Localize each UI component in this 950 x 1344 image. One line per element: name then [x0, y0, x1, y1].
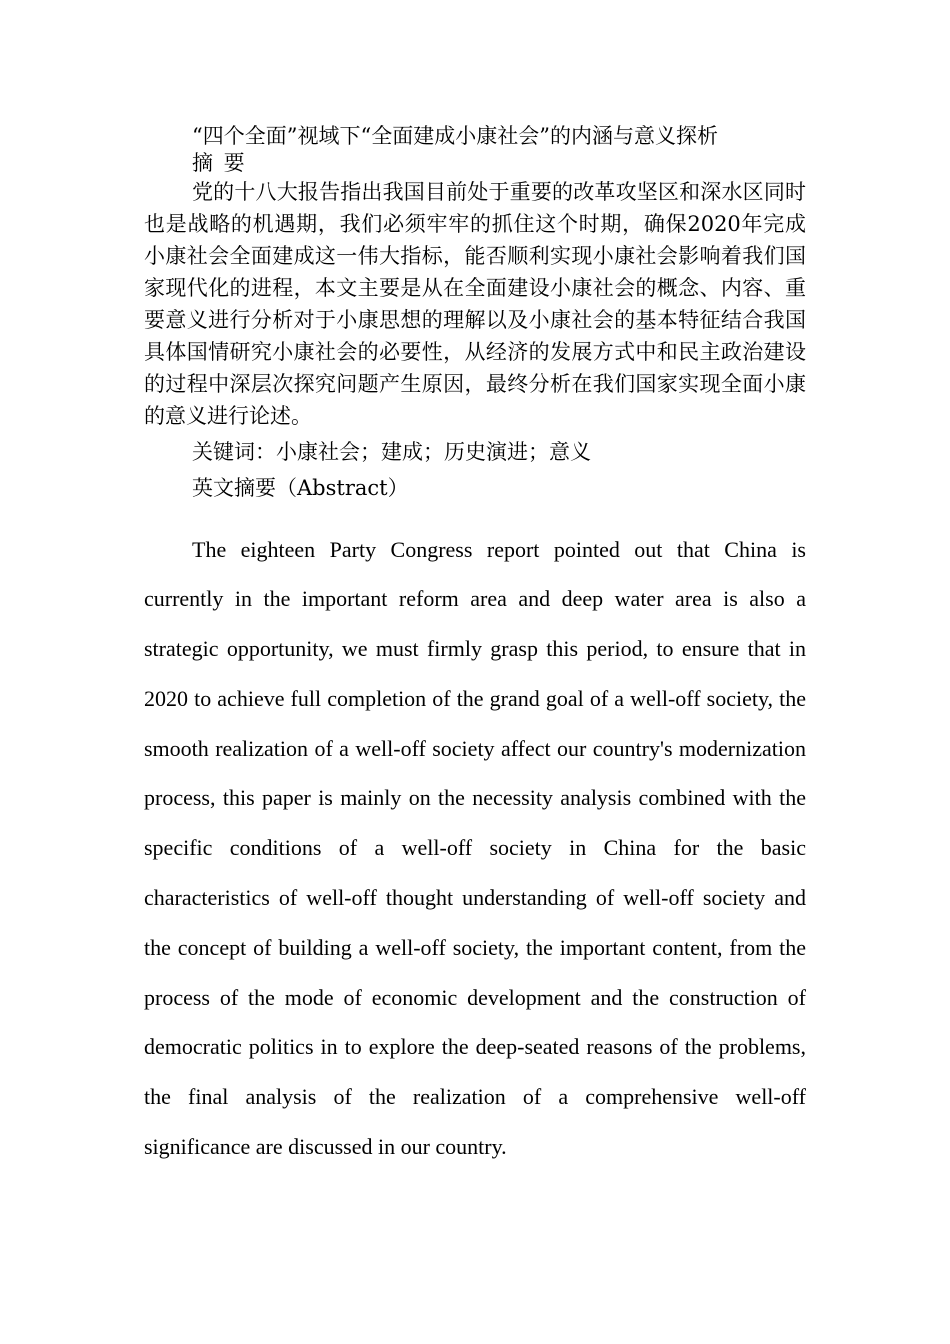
- english-abstract: The eighteen Party Congress report pointed out that China is currently in the important reform area and deep water area is also a strategic opportunity, we must firmly grasp this period, to ensure that in 2020 to achieve full completion of the grand goal of a well-off society, the smooth realization of a well-off society affect our country's modernization process, this paper is mainly on the necessity analysis combined with the specific conditions of a well-off society in China for the basic characteristics of well-off thought understanding of well-off society and the concept of building a well-off society, the important content, from the process of the mode of economic development and the construction of democratic politics in to explore the deep-seated reasons of the problems, the final analysis of the realization of a comprehensive well-off significance are discussed in our country.: [144, 536, 806, 1160]
- keywords: 关键词：小康社会；建成；历史演进；意义: [192, 439, 591, 464]
- english-abstract-heading: 英文摘要（Abstract）: [192, 476, 409, 500]
- document-page: [144, 122, 806, 1172]
- abstract-heading: 摘 要: [192, 151, 247, 175]
- document-title: “四个全面”视域下“全面建成小康社会”的内涵与意义探析: [192, 124, 718, 148]
- chinese-abstract: 党的十八大报告指出我国目前处于重要的改革攻坚区和深水区同时也是战略的机遇期，我们必须牢牢的抓住这个时期，确保2020年完成小康社会全面建成这一伟大指标，能否顺利实现小康社会影响着我们国家现代化的进程，本文主要是从在全面建设小康社会的概念、内容、重要意义进行分析对于小康思想的理解以及小康社会的基本特征结合我国具体国情研究小康社会的必要性，从经济的发展方式中和民主政治建设的过程中深层次探究问题产生原因，最终分析在我们国家实现全面小康的意义进行论述。: [144, 179, 806, 428]
